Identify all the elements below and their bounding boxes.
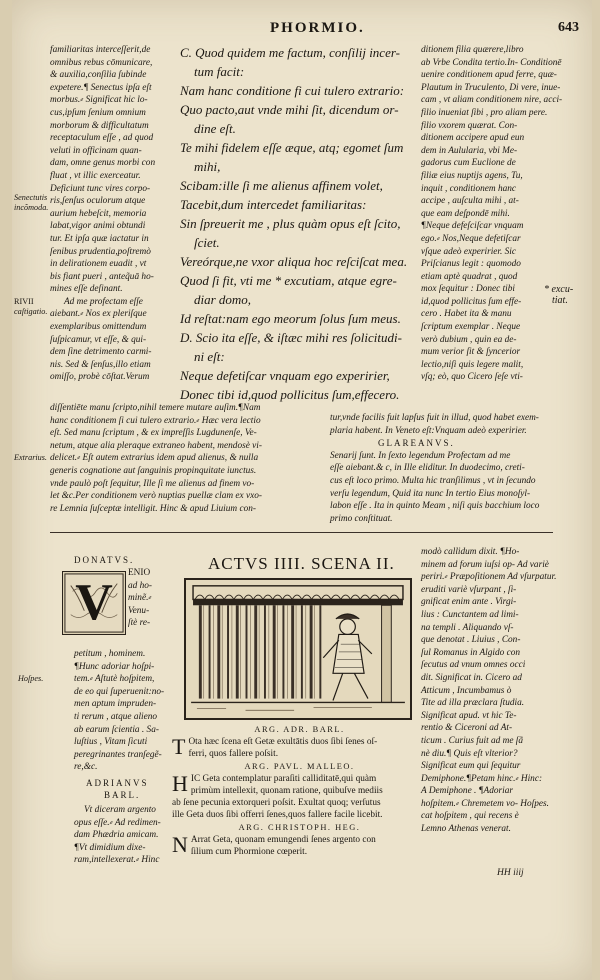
commentary-line: filiæ eius nuptijs agens, Tu, [421,170,523,181]
verse-line: ſciet. [194,235,220,250]
verse-line: C. Quod quidem me factum, conſilij incer- [180,45,400,60]
argument-block [172,736,427,760]
argument-heading: ARG. PAVL. MALLEO. [244,761,355,771]
commentary-line: vſque adeò experirier. Sic [421,246,517,257]
commentary-line: re,&c. [74,762,98,773]
verse-line: Te mihi fidelem eſſe æque, atq; egomet ſum [180,140,404,155]
commentary-line: Priſcianus legit : quomodo [421,259,521,270]
verse-line: Neque defetiſcar vnquam ego experirier, [180,368,390,383]
commentary-line: cus,ipſum ſenium omnium [50,107,146,118]
commentary-line: & auxilia,conſilia ſubinde [50,70,147,81]
commentary-line: petitum , hominem. [74,649,146,659]
verse-line: dine eſt. [194,121,236,136]
verse-line: mihi, [194,159,221,174]
verse-line: Tacebit,dum intercedet familiaritas: [180,197,367,212]
commentary-line: dem in Aulularia, vbi Me- [421,145,518,156]
argument-line: Arrat Geta, quonam emungendi ſenes argento con [190,834,376,845]
commentary-line: ris,ſenſus oculorum atque [50,196,146,207]
argument-heading: ARG. CHRISTOPH. HEG. [238,822,361,832]
stage-scene-woodcut [186,580,410,718]
commentary-line: aiebant.⸗ Nos ex pleriſque [50,309,147,320]
commentary-line: na templi . Aliquando vſ- [421,622,514,633]
argument-initial: H [172,772,188,796]
commentary-line: verò dubium , quin ea de- [421,334,517,345]
commentary-line: hanc conditionem ſi cui tulero extrario.⸗ Hæc vera lectio [50,415,261,426]
margin-note-hospes [18,674,43,684]
commentary-line: ſecutus ad vnum omnes occi [421,660,526,671]
commentary-line: ſenibus prudentia,poſtremò [50,246,151,257]
commentary-line: inquit , conditionem hanc [421,183,517,194]
commentary-line: tur,vnde facilis fuit lapſus fuit in illud, quod habet exem- [330,413,539,423]
commentary-line: que denotat . Liuius , Con- [421,635,521,646]
argument-line: primùm intellexit, quonam ratione, quibuſve mediis [190,786,383,797]
commentary-line: exemplaribus omittendum [50,322,147,333]
commentary-line: peregrinantes tranſegẽ- [74,749,162,760]
commentary-line: ¶Hunc adoriar hoſpi- [74,661,155,672]
commentary-line: minem ad forum iuſsi op- Ad variè [421,559,549,570]
verse-line: Vereórque,ne vxor aliqua hoc reſciſcat mea. [180,254,408,269]
commentary-line: cam , vt aliam conditionem nire, acci- [421,95,563,106]
commentary-line: rentio & Ciceroni ad At- [421,723,513,734]
commentary-line: generis cognatione aut ſanguinis propinquitate iunctus. [50,465,257,476]
section-divider [50,532,553,533]
margin-note-line: Hoſpes. [18,674,44,683]
commentary-line: cat hoſpitem , qui recens è [421,811,519,822]
running-head-title: PHORMIO. [270,20,365,36]
argument-line: ab ſene pecunia extorqueri poſsit. Exultat quoq; verſutus [172,798,381,809]
commentary-line: vſq; eò, quo Cicero ſeſe vti- [421,372,523,383]
commentary-line: A Demiphone . ¶Adoriar [421,786,513,797]
commentary-line: accipe , auſculta mihi , at- [421,196,519,207]
commentary-line: diſſentiēte manu ſcripto,nihil temere mutare auſim.¶Nam [50,403,261,413]
argument-initial: T [172,736,186,760]
margin-note-line: incõmoda. [14,203,49,212]
verse-line: D. Scio ita eſſe, & iſtæc mihi res ſolicitudi- [180,330,402,345]
commentary-line: veluti in officinam quan- [50,145,142,156]
commentary-line: mum verior ſit & ſyncerior [421,347,521,358]
commentary-line: aurium hebeſcit, memoria [50,208,147,219]
commentary-line: Venu- [128,605,150,616]
commentary-line: Deficiunt tunc vires corpo- [50,183,151,194]
page-number: 643 [558,20,579,35]
commentary-line: dem ſine detrimento carmi- [50,347,152,358]
woodcut-illustration [184,578,412,720]
commentary-line: vnde paulò poſt ſequitur, Ille ſi me alienus ad finem vo- [50,478,255,489]
commentary-line: ſuſpicamur, vt eſſe, & qui- [50,334,147,345]
commentary-line: cero . Habet ita & manu [421,309,512,320]
glareanus-heading: GLAREANVS. [378,438,455,449]
signature-mark: HH iiij [497,868,524,878]
commentary-line: ad ho- [128,580,153,591]
wide-commentary [50,402,340,515]
donatus-commentary [74,648,182,774]
verse-line: Donec tibi id,quod pollicitus ſum,effecero. [180,387,400,402]
commentary-line: etiam aptè quadrat , quod [421,271,518,282]
verse-line: tum facit: [194,64,245,79]
adrianus-subheading: BARL. [104,790,141,800]
commentary-line: minẽ.⸗ [128,593,152,604]
argument-line: Ota hæc ſcena eſt Getæ exultātis duos ſibi ſenes oſ- [188,737,378,748]
commentary-line: tur. Et ipſa quæ iactatur in [50,233,149,244]
commentary-line: modò callidum dixit. ¶Ho- [421,547,520,557]
margin-note-line: Extrarius. [14,453,47,462]
commentary-line: bis fiant pueri , anteq̃uā ho- [50,271,154,282]
commentary-line: ditionem accipere apud eun [421,133,525,144]
commentary-line: opus eſſe.⸗ Ad redimen- [74,817,161,828]
commentary-line: eſt. Sed manu ſcriptum , & ex impreſſis Lugdunenſe, Ve- [50,428,257,439]
argument-line: ferri, quos fallere poſsit. [188,749,279,760]
commentary-line: Significat apud. vt hic Te- [421,710,517,721]
commentary-line: luſtius , Vitam ſicuti [74,737,148,748]
initial-letter: V [75,574,113,631]
argument-heading: ARG. ADR. BARL. [254,725,345,734]
commentary-line: eſſe aiebant.& c, in Ille eliditur. In duodecimo, creti- [330,463,525,474]
commentary-line: labon eſſe . Ita in quinto Meam , niſi quis bacchium loco [330,501,540,512]
commentary-line: mines eſſe deſinant. [50,284,123,295]
commentary-line: primo conſtituat. [330,513,393,524]
commentary-line: Plautum in Truculento, Di vere, inue- [421,82,561,93]
commentary-line: Significat eum qui ſequitur [421,761,521,772]
commentary-line: morbus.⸗ Significat hic lo- [50,95,148,106]
verse-line: diar domo, [194,292,252,307]
adrianus-heading: ADRIANVS [86,778,149,788]
commentary-line: ſtè re- [128,618,151,629]
commentary-line: nè diu.¶ Quis eſt vlterior? [421,748,518,759]
commentary-line: de eo qui ſuperuenit:no- [74,686,165,697]
adrianus-commentary [74,804,182,867]
commentary-line: Senarij ſunt. In ſexto legendum Profectam ad me [330,450,511,461]
commentary-line: gnificat enim ante . Virgi- [421,597,517,608]
commentary-line: ditionem filia quærere,libro [421,45,524,55]
commentary-line: id,quod pollicitus ſum effe- [421,296,522,307]
commentary-line: ¶Neque defeſciſcar vnquam [421,221,524,232]
margin-note-line: * excu- [544,284,574,295]
commentary-line: ego.⸗ Nos,Neque defetiſcar [421,233,521,244]
commentary-line: dit. Significat in. Cicero ad [421,672,522,683]
argument-block [172,834,427,858]
commentary-line: ticum . Curius fuit ad me ſã [421,735,524,746]
commentary-line: Lemno Athenas venerat. [421,824,511,835]
verse-text [180,43,422,404]
commentary-line: gadorus cum Euclione de [421,158,516,169]
commentary-line: delicet.⸗ Eſt autem extrarius idem apud alienus, & nulla [50,453,259,464]
commentary-line: hoſpitem.⸗ Chremetem vo- Hoſpes. [421,798,549,809]
margin-note-senectus [14,193,48,213]
commentary-line: Vt diceram argento [84,805,156,815]
donatus-side-text [128,567,182,630]
verse-line: Scibam:ille ſi me alienus affinem volet, [180,178,383,193]
commentary-line: expetere.¶ Senectus ipſa eſt [50,82,152,93]
commentary-line: ſcriptum exemplar . Neque [421,322,521,333]
commentary-line: men aptum impruden- [74,699,157,710]
commentary-line: receptaculum eſſe , ad quod [50,133,154,144]
commentary-line: fluat , vt illic exerceatur. [50,170,141,181]
commentary-line: in delirationem euadit , vt [50,259,147,270]
margin-note-line: tiat. [552,295,568,306]
commentary-line: dam Phædria amicam. [74,830,159,841]
commentary-line: ſul Romanus in Algido con [421,647,520,658]
commentary-line: labat,vigor animi obtundi [50,221,146,232]
margin-note-line: caſtigatio. [14,307,48,316]
margin-note-line: RIVII [14,297,34,306]
book-page [12,0,592,980]
decorated-initial-v [62,571,126,635]
commentary-line: familiaritas interceſſerit,de [50,45,151,55]
argument-initial: N [172,833,188,857]
commentary-line: ENIO [128,568,151,578]
commentary-line: nis. Sed & ſenſus,illo etiam [50,359,151,370]
argument-line: IC Geta contemplatur paraſiti calliditatē,qui quàm [190,773,377,784]
argument-line: ille Geta duos ſibi offerri ſenes,quos fallere facile licebit. [172,810,383,821]
commentary-line: periri.⸗ Præpoſitionem Ad vſurpatur. [421,572,557,583]
commentary-line: omnibus rebus cōmunicare, [50,57,153,68]
lower-right-commentary [421,546,556,836]
commentary-line: dam, omne genus morbi con [50,158,156,169]
commentary-line: Tite ad illa præclara ſtudia. [421,698,525,709]
margin-note-excutiat [544,284,573,306]
scene-arguments [172,724,427,858]
commentary-line: ram,intellexerat.⸗ Hinc [74,855,160,866]
commentary-line: lius : Cunctantem ad limi- [421,609,519,620]
verse-line: Sin ſpreuerit me , plus quàm opus eſt ſcito, [180,216,401,231]
donatus-heading: DONATVS. [74,555,135,565]
commentary-line: filio inueniat ſibi , pro aliam pere. [421,107,548,118]
commentary-line: que eam deſpondē mihi. [421,208,510,219]
commentary-line: let &c.Per conditionem verò nuptias puellæ clam ex vxo- [50,491,262,502]
commentary-line: mox ſequitur : Donec tibi [421,284,515,295]
commentary-line: lectio,niſi quis legere malit, [421,359,524,370]
commentary-line: tem.⸗ Aſtutè hoſpitem, [74,674,155,685]
commentary-line: plaria habent. In Veneto eſt:Vnquam adeò experirier. [330,425,527,436]
commentary-line: uenire conditionem apud ferre, quæ- [421,70,557,81]
commentary-line: filio vxorem quærat. Con- [421,120,518,131]
commentary-line: cus eſt loco primo. Multa hic tranſilimus , vt in ſecundo [330,475,536,486]
act-scene-title: ACTVS IIII. SCENA II. [208,554,395,573]
commentary-line: ab earum ſcientia . Sa- [74,724,159,735]
commentary-line: ti rerum , atque alieno [74,711,158,722]
commentary-line: eruditi variè vſurpant , ſi- [421,584,517,595]
commentary-line: Atticum , Incumbamus ò [421,685,512,696]
argument-block [172,773,427,822]
verse-line: Id reſtat:nam ego meorum ſolus ſum meus. [180,311,401,326]
margin-note-extrarius [14,453,47,463]
glareanus-commentary [330,412,544,525]
commentary-line: verſu legendum, Quid ita nunc In tertio Eius monoſyl- [330,488,531,499]
left-commentary-column [50,44,180,384]
commentary-line: netum, atque alia pleraque extraneo habent, mendosè vi- [50,440,262,451]
margin-note-line: Senectutis [14,193,48,202]
commentary-line: omiſſo, probè cōſtat.Verum [50,372,150,383]
commentary-line: morborum & difficultatum [50,120,149,131]
commentary-line: Ad me profectam eſſe [64,296,143,307]
verse-line: Quo pacto,aut vnde mihi ſit, dicendum or- [180,102,399,117]
commentary-line: ¶Vt dimidium dixe- [74,842,146,853]
commentary-line: ab Vrbe Condita tertio.In- Conditionē [421,57,562,68]
verse-line: Quod ſi fit, vti me * excutiam, atque egre- [180,273,397,288]
commentary-line: Demiphone.¶Petam hinc.⸗ Hinc: [421,773,543,784]
commentary-line: re Lemnia ſuſceptæ intelligit. Hinc & apud Liuium con- [50,503,256,514]
verse-line: ni eſt: [194,349,225,364]
margin-note-rivii [14,297,47,317]
verse-line: Nam hanc conditione fi cui tulero extrario: [180,83,405,98]
argument-line: ſilium cum Phormione cœperit. [190,847,308,858]
